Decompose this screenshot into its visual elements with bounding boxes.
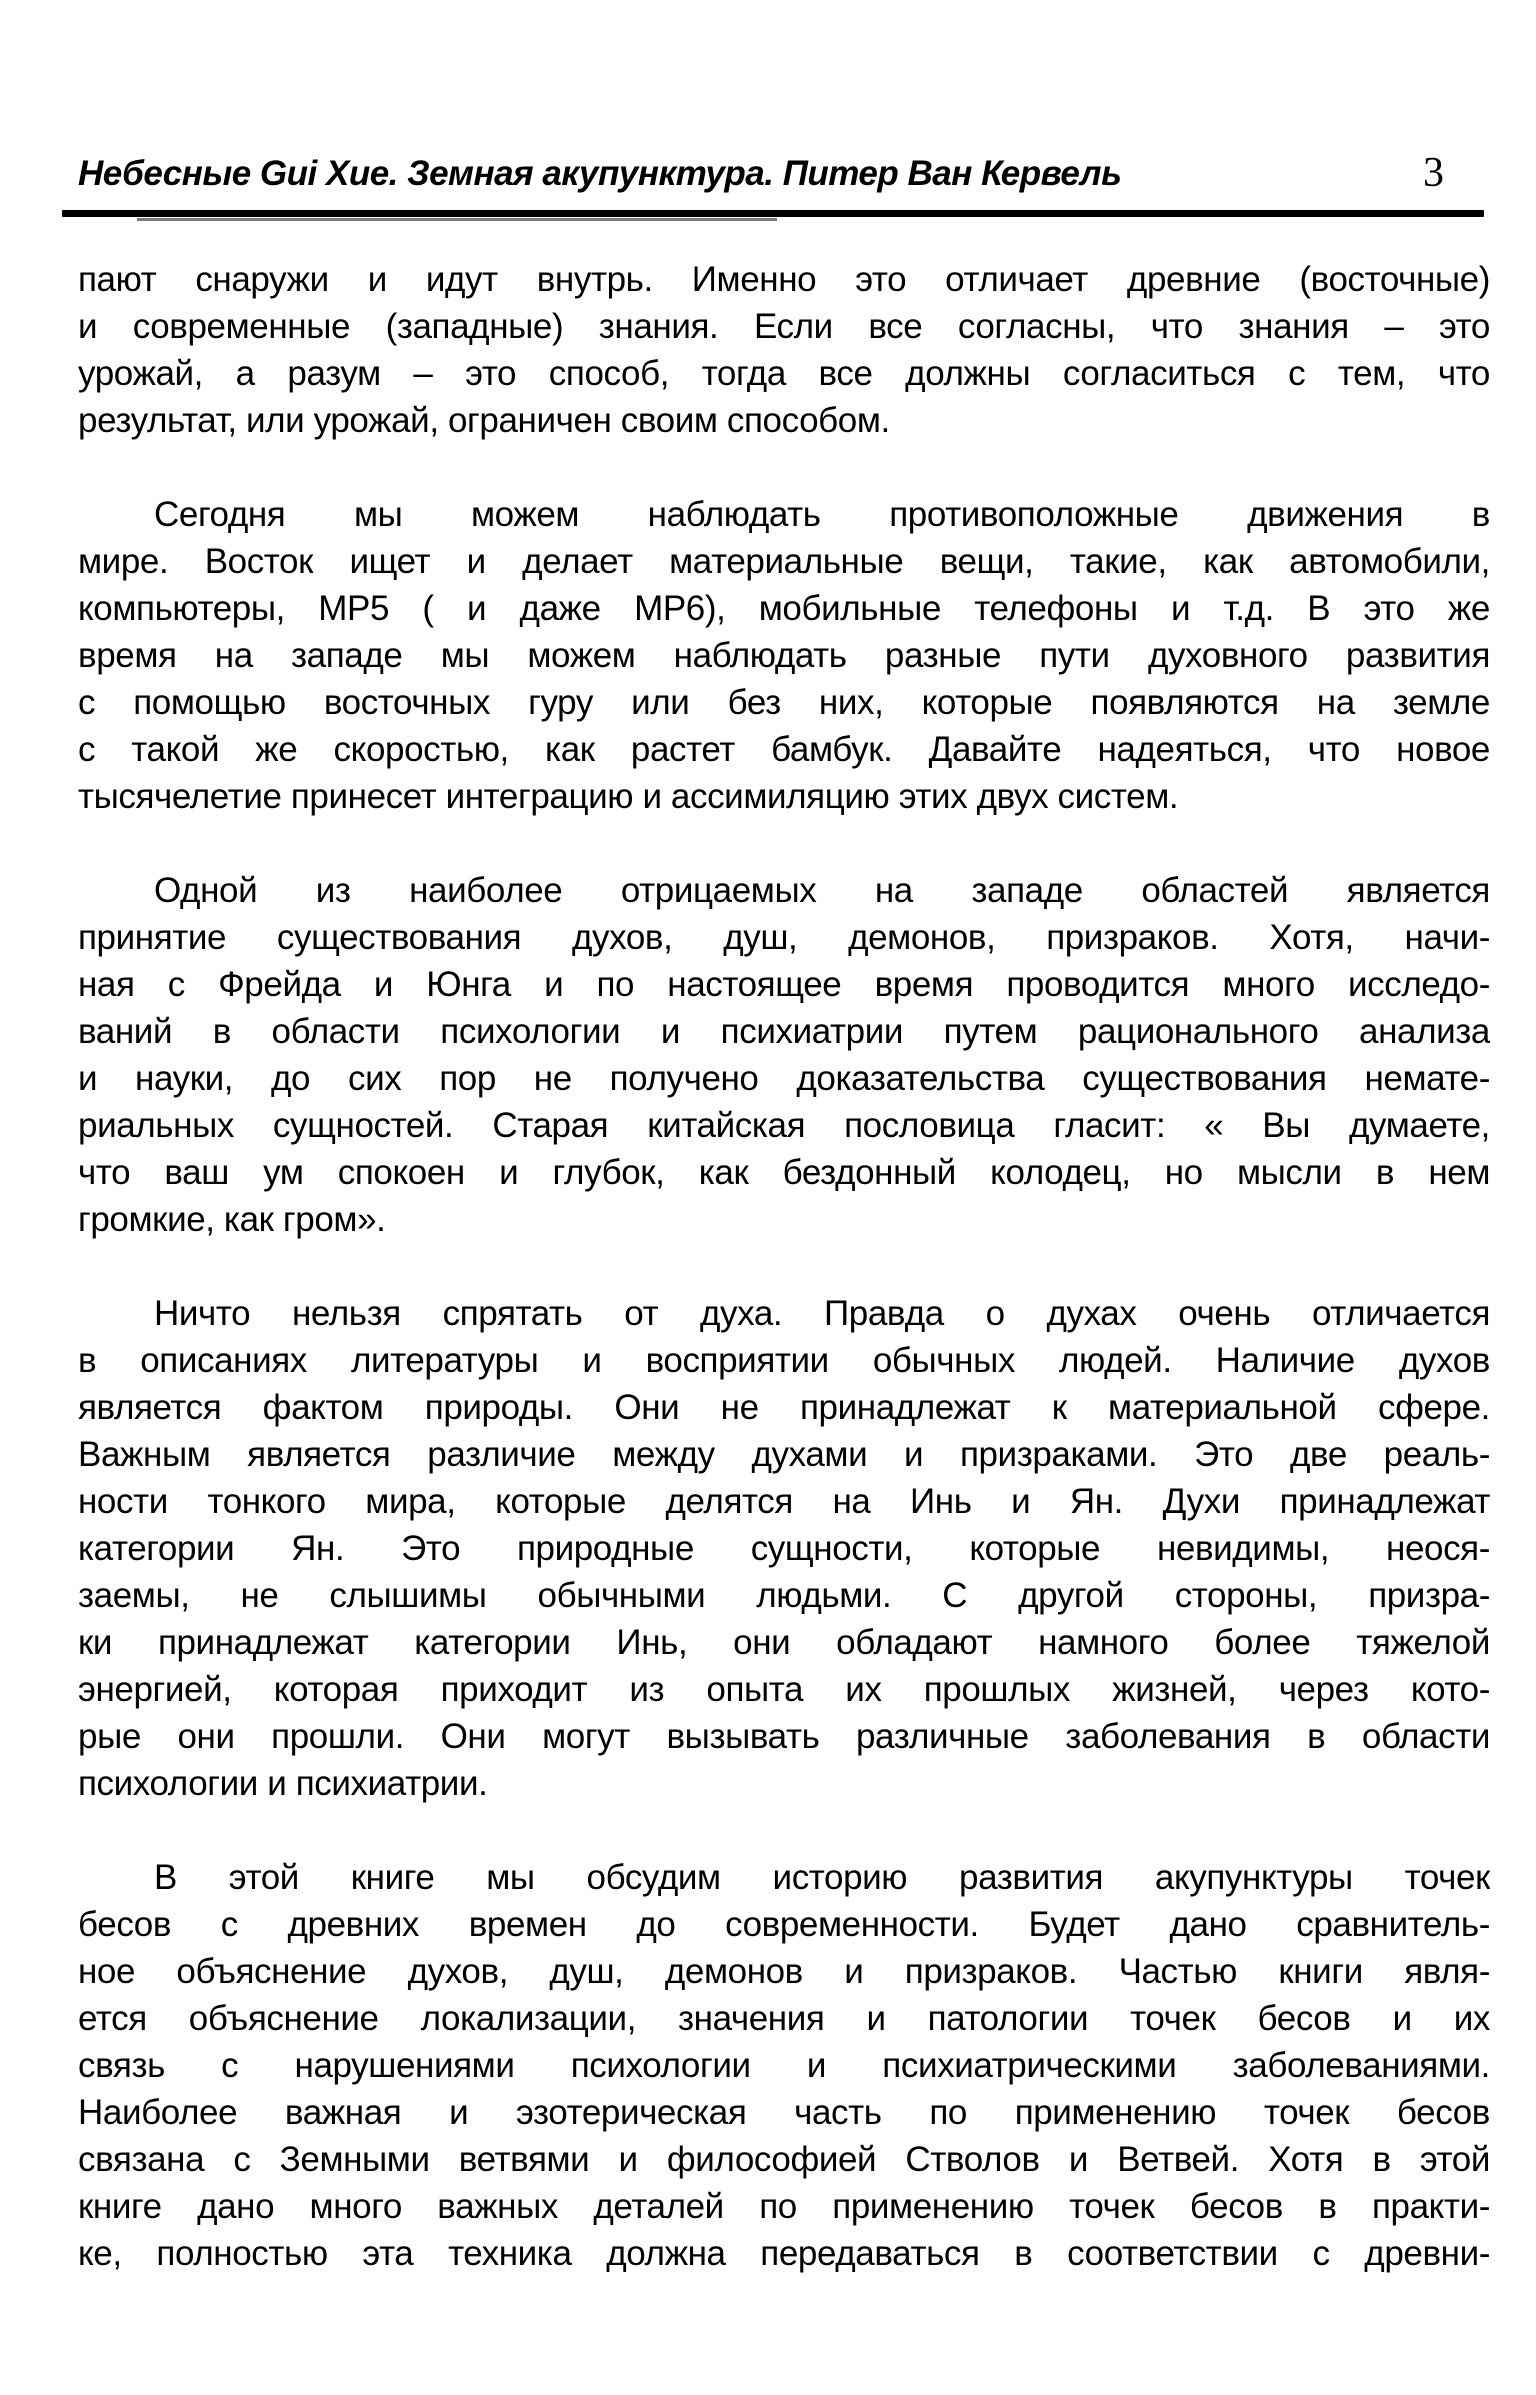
text-line: Ничто нельзя спрятать от духа. Правда о духах очень отличается bbox=[154, 1294, 1490, 1333]
text-line: компьютеры, MP5 ( и даже MP6), мобильные телефоны и т.д. В это же bbox=[78, 589, 1490, 628]
header-rule bbox=[62, 210, 1484, 217]
text-line: мире. Восток ищет и делает материальные вещи, такие, как автомобили, bbox=[78, 542, 1490, 581]
text-line: Важным является различие между духами и призраками. Это две реаль- bbox=[78, 1435, 1490, 1474]
text-line: урожай, а разум – это способ, тогда все должны согласиться с тем, что bbox=[78, 354, 1490, 393]
text-line: категории Ян. Это природные сущности, которые невидимы, неося- bbox=[78, 1529, 1490, 1568]
text-line: ваний в области психологии и психиатрии путем рационального анализа bbox=[78, 1012, 1490, 1051]
text-line: бесов с древних времен до современности. Будет дано сравнитель- bbox=[78, 1905, 1490, 1944]
page-header bbox=[78, 152, 1486, 194]
running-title: Небесные Gui Xue. Земная акупунктура. Питер Ван Кервель bbox=[78, 154, 1122, 193]
text-line: В этой книге мы обсудим историю развития акупунктуры точек bbox=[154, 1858, 1490, 1897]
text-line: с помощью восточных гуру или без них, которые появляются на земле bbox=[78, 683, 1490, 722]
paragraph bbox=[78, 1290, 1490, 1807]
text-line: ки принадлежат категории Инь, они обладают намного более тяжелой bbox=[78, 1623, 1490, 1662]
text-line: ется объяснение локализации, значения и патологии точек бесов и их bbox=[78, 1999, 1490, 2038]
text-line: и науки, до сих пор не получено доказательства существования немате- bbox=[78, 1059, 1490, 1098]
text-line: тысячелетие принесет интеграцию и ассимиляцию этих двух систем. bbox=[78, 777, 1179, 816]
text-line: в описаниях литературы и восприятии обычных людей. Наличие духов bbox=[78, 1341, 1490, 1380]
text-line: книге дано много важных деталей по применению точек бесов в практи- bbox=[78, 2187, 1490, 2226]
paragraph bbox=[78, 1854, 1490, 2277]
text-line: пают снаружи и идут внутрь. Именно это отличает древние (восточные) bbox=[78, 260, 1490, 299]
text-line: энергией, которая приходит из опыта их прошлых жизней, через кото- bbox=[78, 1670, 1490, 1709]
text-line: связь с нарушениями психологии и психиатрическими заболеваниями. bbox=[78, 2046, 1490, 2085]
text-line: Одной из наиболее отрицаемых на западе областей является bbox=[154, 871, 1490, 910]
text-line: Наиболее важная и эзотерическая часть по применению точек бесов bbox=[78, 2093, 1490, 2132]
text-line: заемы, не слышимы обычными людьми. С другой стороны, призра- bbox=[78, 1576, 1490, 1615]
paragraph bbox=[78, 491, 1490, 820]
text-line: с такой же скоростью, как растет бамбук. Давайте надеяться, что новое bbox=[78, 730, 1490, 769]
text-line: принятие существования духов, душ, демонов, призраков. Хотя, начи- bbox=[78, 918, 1490, 957]
page-number: 3 bbox=[1423, 150, 1444, 196]
text-line: ное объяснение духов, душ, демонов и призраков. Частью книги явля- bbox=[78, 1952, 1490, 1991]
text-line: риальных сущностей. Старая китайская пословица гласит: « Вы думаете, bbox=[78, 1106, 1490, 1145]
text-line: является фактом природы. Они не принадлежат к материальной сфере. bbox=[78, 1388, 1490, 1427]
text-line: связана с Земными ветвями и философией Стволов и Ветвей. Хотя в этой bbox=[78, 2140, 1490, 2179]
text-line: что ваш ум спокоен и глубок, как бездонный колодец, но мысли в нем bbox=[78, 1153, 1490, 1192]
text-line: громкие, как гром». bbox=[78, 1200, 386, 1239]
text-line: время на западе мы можем наблюдать разные пути духовного развития bbox=[78, 636, 1490, 675]
paragraph bbox=[78, 256, 1490, 444]
text-line: ная с Фрейда и Юнга и по настоящее время проводится много исследо- bbox=[78, 965, 1490, 1004]
paragraph bbox=[78, 867, 1490, 1243]
text-line: ности тонкого мира, которые делятся на Инь и Ян. Духи принадлежат bbox=[78, 1482, 1490, 1521]
text-line: рые они прошли. Они могут вызывать различные заболевания в области bbox=[78, 1717, 1490, 1756]
text-line: ке, полностью эта техника должна передаваться в соответствии с древни- bbox=[78, 2234, 1490, 2273]
text-line: результат, или урожай, ограничен своим способом. bbox=[78, 401, 890, 440]
body-text bbox=[78, 256, 1490, 2277]
text-line: Сегодня мы можем наблюдать противоположные движения в bbox=[154, 495, 1490, 534]
text-line: психологии и психиатрии. bbox=[78, 1764, 488, 1803]
text-line: и современные (западные) знания. Если все согласны, что знания – это bbox=[78, 307, 1490, 346]
